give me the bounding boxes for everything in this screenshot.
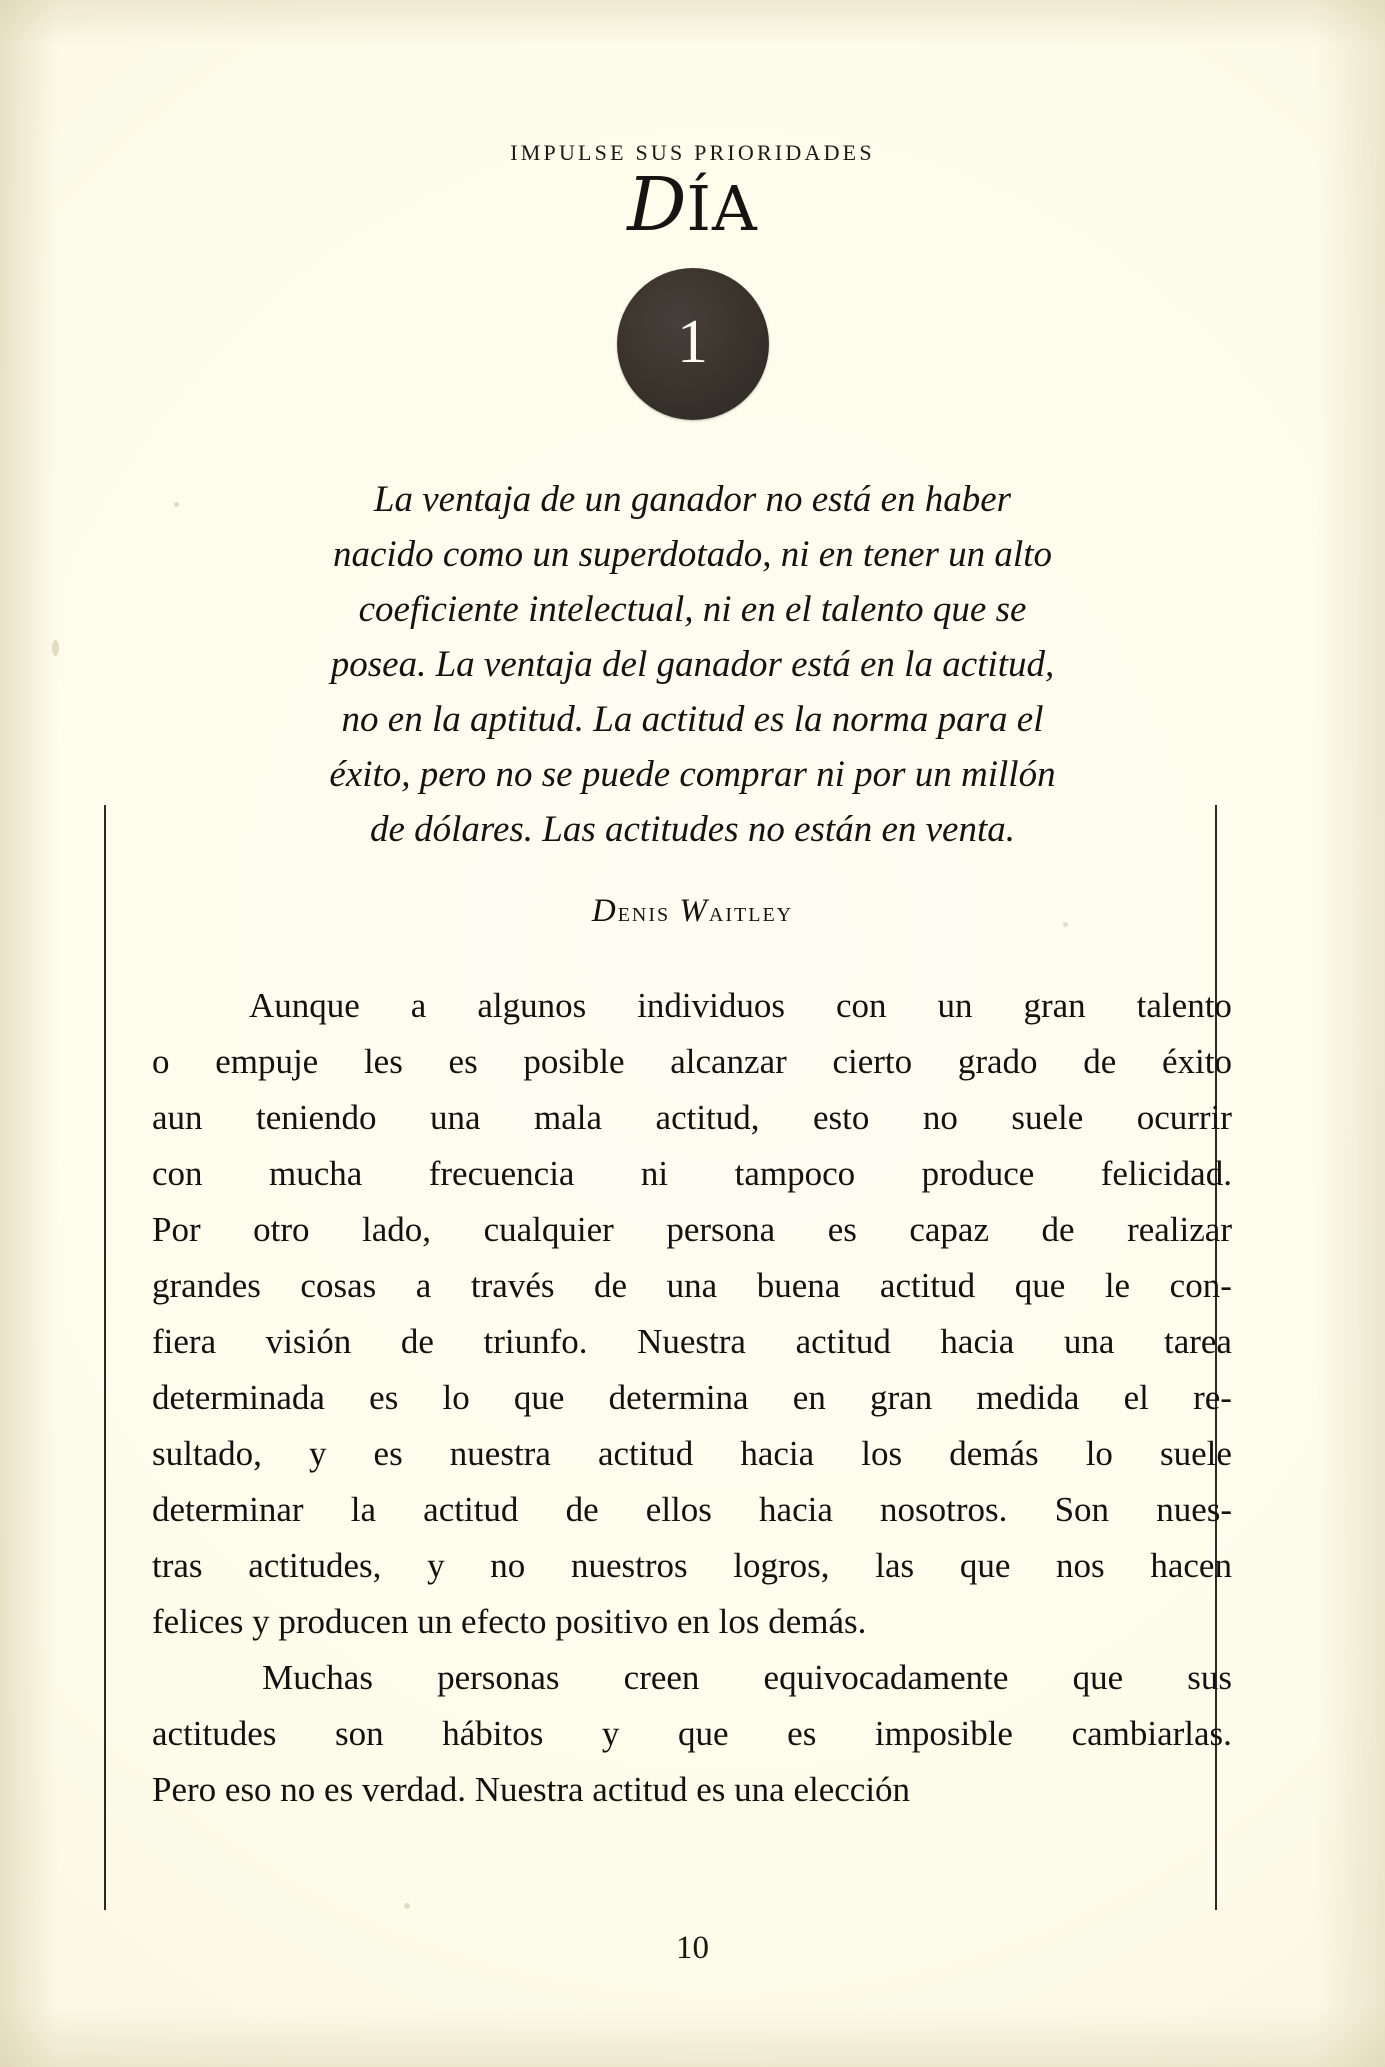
body-line-text: Pero eso no es verdad. Nuestra actitud es una elección [152, 1770, 911, 1809]
page-title-rest: ÍA [686, 172, 758, 245]
body-line-text-word: suele [1011, 1098, 1084, 1137]
body-line [152, 1146, 1232, 1202]
body-line-text-word: grado [957, 1042, 1038, 1081]
body-line-text-word: hacia [759, 1490, 833, 1529]
body-line [152, 1426, 1232, 1482]
body-line [152, 1594, 1232, 1650]
body-line [152, 1202, 1232, 1258]
body-line-text-word: la [350, 1490, 377, 1529]
body-line-text-word: cambiarlas. [1071, 1714, 1232, 1753]
body-line-text-word: es [827, 1210, 857, 1249]
body-line-text-word: con [152, 1154, 203, 1193]
body-line-text-word: esto [813, 1098, 870, 1137]
day-number-medallion-wrap [0, 268, 1385, 420]
attribution-swash-w: W [679, 893, 709, 929]
body-line-text-word: actitud [597, 1434, 694, 1473]
body-line-text-word: hacen [1150, 1546, 1232, 1585]
body-line [152, 1370, 1232, 1426]
body-line-text-word: equivocadamente [763, 1658, 1009, 1697]
body-text [152, 978, 1232, 1818]
body-line [152, 1538, 1232, 1594]
body-line-text-word: en [792, 1378, 826, 1417]
body-line-text-word: ellos [645, 1490, 712, 1529]
running-header: IMPULSE SUS PRIORIDADES [510, 140, 875, 165]
body-line-text-word: ni [640, 1154, 669, 1193]
body-line-text-word: a [410, 986, 427, 1025]
body-line-text-word: cierto [832, 1042, 913, 1081]
quote-attribution [0, 893, 1385, 930]
body-line-text: felices y producen un efecto positivo en los demás. [152, 1602, 867, 1641]
body-line-text-word: actitudes [152, 1714, 277, 1753]
attribution-first-name: enis [617, 896, 680, 928]
body-line-text-word: es [787, 1714, 817, 1753]
body-line-text-word: que [959, 1546, 1011, 1585]
body-line [152, 1090, 1232, 1146]
body-line-text-word: Son [1054, 1490, 1110, 1529]
body-line [152, 1314, 1232, 1370]
body-line-text-word: gran [1023, 986, 1086, 1025]
body-line-text-word: y [427, 1546, 445, 1585]
body-line-text-word: que [1072, 1658, 1124, 1697]
body-line-text-word: capaz [909, 1210, 989, 1249]
body-line-text-word: alcanzar [670, 1042, 787, 1081]
body-line-text-word: buena [756, 1266, 841, 1305]
body-line-text-word: gran [870, 1378, 933, 1417]
body-line-text-word: con- [1169, 1266, 1232, 1305]
body-line-text-word: través [470, 1266, 555, 1305]
body-line-text-word: o [152, 1042, 170, 1081]
quote-line: coeficiente intelectual, ni en el talento que se [358, 589, 1027, 630]
body-line-text-word: no [922, 1098, 958, 1137]
body-line-text-word: tampoco [734, 1154, 856, 1193]
day-number-medallion [617, 268, 769, 420]
body-line-text-word: lo [442, 1378, 470, 1417]
body-line-text-word: hacia [940, 1322, 1015, 1361]
quote-line: éxito, pero no se puede comprar ni por un millón [329, 754, 1056, 795]
body-line-text-word: mucha [269, 1154, 363, 1193]
body-line-text-word: teniendo [256, 1098, 377, 1137]
body-line-text-word: que [1014, 1266, 1066, 1305]
paragraph-indent [152, 978, 198, 1034]
body-line-text-word: determinada [152, 1378, 325, 1417]
body-line-text-word: sultado, [152, 1434, 262, 1473]
body-line-text-word: las [875, 1546, 915, 1585]
body-line-text-word: Aunque [248, 986, 360, 1025]
body-line-text-word: una [430, 1098, 481, 1137]
body-line-text-word: no [490, 1546, 526, 1585]
body-line [152, 1034, 1232, 1090]
body-line-text-word: actitud, [655, 1098, 760, 1137]
body-line-text-word: a [415, 1266, 432, 1305]
body-line-text-word: de [1041, 1210, 1075, 1249]
body-line-text-word: son [335, 1714, 384, 1753]
body-line-text-word: fiera [152, 1322, 217, 1361]
quote-line: posea. La ventaja del ganador está en la actitud, [330, 644, 1055, 685]
body-line-text-word: nues- [1156, 1490, 1232, 1529]
body-line-text-word: el [1123, 1378, 1149, 1417]
body-line [152, 1706, 1232, 1762]
epigraph-quote [150, 472, 1235, 857]
body-line-text-word: tras [152, 1546, 203, 1585]
body-line-text-word: medida [976, 1378, 1080, 1417]
body-line-text-word: empuje [215, 1042, 319, 1081]
body-line [152, 1650, 1232, 1706]
body-line-text-word: posible [523, 1042, 625, 1081]
attribution-swash-d: D [591, 893, 618, 929]
body-line-text-word: aun [152, 1098, 203, 1137]
body-line-text-word: produce [921, 1154, 1035, 1193]
page-title-swash-letter: D [627, 162, 687, 248]
quote-line: de dólares. Las actitudes no están en venta. [369, 809, 1015, 850]
day-number: 1 [677, 308, 708, 376]
body-line-text-word: y [601, 1714, 620, 1753]
body-line-text-word: les [363, 1042, 403, 1081]
body-line-text-word: los [861, 1434, 903, 1473]
page-number: 10 [676, 1930, 709, 1966]
body-line-text-word: mala [534, 1098, 603, 1137]
body-line-text-word: de [1083, 1042, 1117, 1081]
body-line-text-word: Por [152, 1210, 201, 1249]
body-line-text-word: es [369, 1378, 399, 1417]
body-line-text-word: es [373, 1434, 403, 1473]
body-line-text-word: lo [1085, 1434, 1113, 1473]
body-line-text-word: Nuestra [637, 1322, 746, 1361]
body-line-text-word: un [937, 986, 973, 1025]
body-line-text-word: otro [253, 1210, 310, 1249]
quote-line: no en la aptitud. La actitud es la norma para el [341, 699, 1044, 740]
body-line-text-word: cosas [300, 1266, 377, 1305]
body-line-text-word: de [594, 1266, 628, 1305]
body-line-text-word: nos [1056, 1546, 1105, 1585]
body-line-text-word: una [666, 1266, 718, 1305]
body-line [152, 978, 1232, 1034]
paragraph-indent [152, 1650, 198, 1706]
page-title [0, 162, 1385, 248]
body-line [152, 1762, 1232, 1818]
body-line-text-word: demás [949, 1434, 1039, 1473]
body-line-text-word: hábitos [442, 1714, 544, 1753]
body-line-text-word: sus [1187, 1658, 1232, 1697]
body-line-text-word: determinar [152, 1490, 304, 1529]
body-line-text-word: triunfo. [483, 1322, 588, 1361]
body-line-text-word: logros, [733, 1546, 830, 1585]
body-line-text-word: grandes [152, 1266, 261, 1305]
body-line-text-word: hacia [740, 1434, 815, 1473]
body-line-text-word: re- [1193, 1378, 1232, 1417]
quote-line: La ventaja de un ganador no está en haber [373, 479, 1012, 520]
body-line-text-word: y [308, 1434, 327, 1473]
body-line [152, 1482, 1232, 1538]
attribution-last-name: aitley [708, 896, 794, 928]
body-line-text-word: de [565, 1490, 599, 1529]
body-line-text-word: actitud [423, 1490, 519, 1529]
left-vertical-rule [104, 805, 106, 1910]
body-line-text-word: actitud [879, 1266, 976, 1305]
body-line-text-word: realizar [1127, 1210, 1232, 1249]
body-line-text-word: nuestra [449, 1434, 551, 1473]
body-line-text-word: talento [1136, 986, 1232, 1025]
body-line-text-word: de [400, 1322, 434, 1361]
body-line-text-word: cualquier [483, 1210, 614, 1249]
body-line-text-word: personas [437, 1658, 560, 1697]
body-line-text-word: frecuencia [428, 1154, 575, 1193]
body-line-text-word: tarea [1163, 1322, 1232, 1361]
body-line [152, 1258, 1232, 1314]
body-line-text-word: lado, [362, 1210, 432, 1249]
body-line-text-word: es [448, 1042, 478, 1081]
quote-line: nacido como un superdotado, ni en tener un alto [332, 534, 1052, 575]
body-line-text-word: ocurrir [1136, 1098, 1232, 1137]
body-line-text-word: determina [608, 1378, 749, 1417]
body-line-text-word: creen [623, 1658, 700, 1697]
body-line-text-word: le [1104, 1266, 1131, 1305]
body-line-text-word: felicidad. [1100, 1154, 1232, 1193]
body-line-text-word: con [835, 986, 887, 1025]
body-line-text-word: suele [1160, 1434, 1232, 1473]
body-line-text-word: persona [666, 1210, 776, 1249]
body-line-text-word: algunos [477, 986, 587, 1025]
body-line-text-word: individuos [637, 986, 785, 1025]
body-line-text-word: Muchas [262, 1658, 373, 1697]
body-line-text-word: que [678, 1714, 729, 1753]
body-line-text-word: nosotros. [880, 1490, 1008, 1529]
body-line-text-word: éxito [1162, 1042, 1232, 1081]
body-line-text-word: nuestros [570, 1546, 688, 1585]
body-line-text-word: imposible [874, 1714, 1013, 1753]
body-line-text-word: actitudes, [248, 1546, 382, 1585]
body-line-text-word: visión [265, 1322, 352, 1361]
body-line-text-word: una [1063, 1322, 1115, 1361]
body-line-text-word: actitud [795, 1322, 891, 1361]
body-line-text-word: que [513, 1378, 565, 1417]
